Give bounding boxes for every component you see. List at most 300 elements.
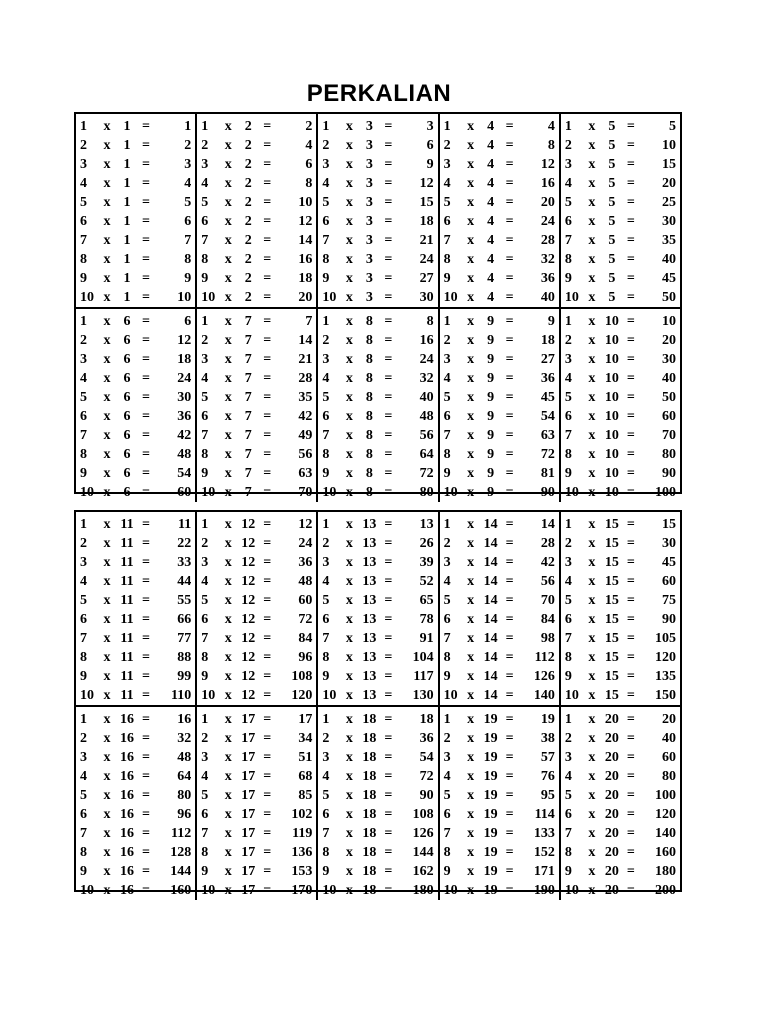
- product-cell: 108: [412, 806, 434, 822]
- equals-cell: =: [142, 844, 150, 860]
- multiplier-cell: 7: [322, 825, 330, 841]
- table-row: [444, 824, 557, 843]
- times-table-7: [195, 309, 316, 502]
- multiplicand-cell: 13: [362, 535, 377, 551]
- multiplicand-cell: 10: [604, 446, 619, 462]
- product-cell: 30: [662, 351, 677, 367]
- operator-cell: x: [588, 573, 596, 589]
- multiplicand-cell: 19: [483, 882, 498, 898]
- multiplier-cell: 3: [322, 554, 330, 570]
- multiplier-cell: 9: [564, 465, 572, 481]
- equals-cell: =: [142, 118, 150, 134]
- product-cell: 4: [305, 137, 313, 153]
- multiplier-cell: 3: [443, 351, 451, 367]
- table-row: [444, 350, 557, 369]
- multiplier-cell: 4: [80, 175, 87, 191]
- multiplier-cell: 10: [201, 882, 216, 898]
- operator-cell: x: [224, 516, 232, 532]
- table-band: [76, 114, 680, 307]
- product-cell: 8: [305, 175, 313, 191]
- product-cell: 36: [298, 554, 313, 570]
- operator-cell: x: [345, 175, 353, 191]
- product-cell: 105: [655, 630, 677, 646]
- table-row: [444, 767, 557, 786]
- multiplicand-cell: 1: [123, 289, 131, 305]
- multiplicand-cell: 5: [608, 137, 616, 153]
- multiplier-cell: 9: [564, 668, 572, 684]
- equals-cell: =: [263, 882, 272, 898]
- operator-cell: x: [588, 156, 596, 172]
- equals-cell: =: [505, 863, 514, 879]
- table-row: [201, 136, 314, 155]
- multiplier-cell: 1: [564, 313, 572, 329]
- equals-cell: =: [384, 768, 393, 784]
- equals-cell: =: [626, 768, 635, 784]
- product-cell: 21: [298, 351, 313, 367]
- table-row: [201, 805, 314, 824]
- product-cell: 56: [298, 446, 313, 462]
- operator-cell: x: [345, 251, 353, 267]
- operator-cell: x: [345, 516, 353, 532]
- table-row: [201, 250, 314, 269]
- multiplicand-cell: 14: [483, 630, 498, 646]
- product-cell: 9: [184, 270, 192, 286]
- multiplier-cell: 8: [443, 844, 451, 860]
- equals-cell: =: [263, 484, 272, 500]
- product-cell: 18: [540, 332, 555, 348]
- product-cell: 88: [177, 649, 192, 665]
- multiplier-cell: 10: [322, 882, 337, 898]
- multiplier-cell: 5: [564, 194, 572, 210]
- table-row: [322, 686, 435, 705]
- table-row: [201, 464, 314, 483]
- multiplier-cell: 3: [80, 351, 87, 367]
- product-cell: 50: [662, 289, 677, 305]
- operator-cell: x: [467, 844, 475, 860]
- multiplicand-cell: 9: [487, 370, 495, 386]
- operator-cell: x: [345, 554, 353, 570]
- product-cell: 180: [655, 863, 677, 879]
- operator-cell: x: [467, 825, 475, 841]
- operator-cell: x: [345, 749, 353, 765]
- equals-cell: =: [384, 806, 393, 822]
- product-cell: 80: [662, 768, 677, 784]
- multiplicand-cell: 12: [241, 573, 256, 589]
- table-row: [444, 331, 557, 350]
- equals-cell: =: [263, 332, 272, 348]
- equals-cell: =: [263, 749, 272, 765]
- equals-cell: =: [384, 825, 393, 841]
- multiplier-cell: 3: [80, 156, 87, 172]
- table-row: [322, 553, 435, 572]
- equals-cell: =: [263, 535, 272, 551]
- multiplicand-cell: 19: [483, 806, 498, 822]
- table-row: [80, 748, 193, 767]
- equals-cell: =: [626, 427, 635, 443]
- operator-cell: x: [588, 118, 596, 134]
- multiplier-cell: 3: [564, 156, 572, 172]
- equals-cell: =: [263, 251, 272, 267]
- table-row: [444, 686, 557, 705]
- equals-cell: =: [384, 389, 393, 405]
- table-row: [444, 667, 557, 686]
- table-row: [80, 212, 193, 231]
- product-cell: 35: [298, 389, 313, 405]
- equals-cell: =: [142, 630, 150, 646]
- product-cell: 5: [669, 118, 677, 134]
- multiplicand-cell: 13: [362, 611, 377, 627]
- multiplicand-cell: 19: [483, 730, 498, 746]
- operator-cell: x: [588, 825, 596, 841]
- multiplier-cell: 8: [201, 446, 209, 462]
- table-row: [444, 729, 557, 748]
- operator-cell: x: [467, 446, 475, 462]
- multiplicand-cell: 1: [123, 156, 131, 172]
- multiplier-cell: 3: [443, 156, 451, 172]
- equals-cell: =: [505, 730, 514, 746]
- multiplicand-cell: 1: [123, 118, 131, 134]
- equals-cell: =: [142, 251, 150, 267]
- operator-cell: x: [588, 687, 596, 703]
- operator-cell: x: [103, 270, 111, 286]
- multiplier-cell: 1: [322, 516, 330, 532]
- table-row: [444, 648, 557, 667]
- product-cell: 12: [298, 213, 313, 229]
- table-row: [322, 729, 435, 748]
- operator-cell: x: [103, 825, 111, 841]
- equals-cell: =: [626, 630, 635, 646]
- product-cell: 80: [419, 484, 434, 500]
- multiplicand-cell: 3: [365, 289, 373, 305]
- equals-cell: =: [384, 592, 393, 608]
- table-row: [80, 515, 193, 534]
- table-row: [322, 212, 435, 231]
- product-cell: 3: [184, 156, 192, 172]
- equals-cell: =: [384, 465, 393, 481]
- multiplicand-cell: 12: [241, 554, 256, 570]
- equals-cell: =: [142, 516, 150, 532]
- multiplicand-cell: 13: [362, 573, 377, 589]
- table-row: [80, 155, 193, 174]
- product-cell: 48: [298, 573, 313, 589]
- multiplicand-cell: 18: [362, 863, 377, 879]
- multiplier-cell: 5: [322, 592, 330, 608]
- product-cell: 84: [540, 611, 555, 627]
- multiplier-cell: 2: [201, 332, 209, 348]
- equals-cell: =: [384, 289, 393, 305]
- multiplicand-cell: 17: [241, 825, 256, 841]
- operator-cell: x: [103, 711, 111, 727]
- product-cell: 70: [540, 592, 555, 608]
- equals-cell: =: [384, 882, 393, 898]
- equals-cell: =: [626, 118, 635, 134]
- multiplicand-cell: 4: [487, 194, 495, 210]
- multiplicand-cell: 7: [244, 484, 252, 500]
- multiplicand-cell: 1: [123, 251, 131, 267]
- multiplier-cell: 10: [80, 484, 94, 500]
- table-row: [80, 881, 193, 900]
- equals-cell: =: [384, 516, 393, 532]
- equals-cell: =: [505, 289, 514, 305]
- operator-cell: x: [103, 213, 111, 229]
- equals-cell: =: [142, 730, 150, 746]
- times-table-19: [438, 707, 559, 900]
- multiplicand-cell: 13: [362, 649, 377, 665]
- multiplier-cell: 8: [201, 844, 209, 860]
- table-row: [444, 591, 557, 610]
- multiplicand-cell: 16: [120, 730, 134, 746]
- equals-cell: =: [384, 232, 393, 248]
- multiplicand-cell: 7: [244, 332, 252, 348]
- equals-cell: =: [142, 825, 150, 841]
- operator-cell: x: [467, 137, 475, 153]
- multiplicand-cell: 8: [365, 465, 373, 481]
- product-cell: 99: [177, 668, 192, 684]
- multiplicand-cell: 2: [244, 194, 252, 210]
- multiplier-cell: 6: [322, 213, 330, 229]
- multiplicand-cell: 13: [362, 630, 377, 646]
- operator-cell: x: [103, 787, 111, 803]
- multiplier-cell: 3: [443, 749, 451, 765]
- multiplicand-cell: 16: [120, 787, 134, 803]
- equals-cell: =: [384, 711, 393, 727]
- product-cell: 28: [540, 535, 555, 551]
- operator-cell: x: [345, 844, 353, 860]
- table-row: [565, 369, 678, 388]
- operator-cell: x: [224, 194, 232, 210]
- multiplier-cell: 10: [564, 484, 579, 500]
- table-row: [201, 369, 314, 388]
- multiplicand-cell: 9: [487, 446, 495, 462]
- multiplier-cell: 9: [322, 863, 330, 879]
- multiplicand-cell: 6: [123, 351, 131, 367]
- product-cell: 68: [298, 768, 313, 784]
- multiplier-cell: 9: [322, 270, 330, 286]
- operator-cell: x: [103, 730, 111, 746]
- operator-cell: x: [588, 389, 596, 405]
- multiplier-cell: 5: [322, 389, 330, 405]
- times-table-1: [76, 114, 195, 307]
- multiplier-cell: 6: [564, 408, 572, 424]
- product-cell: 11: [177, 516, 192, 532]
- table-row: [80, 648, 193, 667]
- multiplier-cell: 1: [322, 313, 330, 329]
- operator-cell: x: [588, 332, 596, 348]
- operator-cell: x: [467, 118, 475, 134]
- operator-cell: x: [467, 711, 475, 727]
- equals-cell: =: [384, 194, 393, 210]
- multiplier-cell: 5: [80, 194, 87, 210]
- equals-cell: =: [142, 332, 150, 348]
- product-cell: 85: [298, 787, 313, 803]
- multiplier-cell: 6: [443, 611, 451, 627]
- table-row: [80, 350, 193, 369]
- table-row: [444, 572, 557, 591]
- equals-cell: =: [142, 554, 150, 570]
- operator-cell: x: [467, 554, 475, 570]
- equals-cell: =: [505, 332, 514, 348]
- product-cell: 190: [533, 882, 555, 898]
- multiplicand-cell: 3: [365, 270, 373, 286]
- multiplier-cell: 7: [322, 630, 330, 646]
- multiplier-cell: 1: [80, 118, 87, 134]
- multiplicand-cell: 2: [244, 137, 252, 153]
- table-row: [444, 710, 557, 729]
- multiplicand-cell: 12: [241, 668, 256, 684]
- multiplicand-cell: 14: [483, 687, 498, 703]
- multiplicand-cell: 9: [487, 465, 495, 481]
- multiplicand-cell: 9: [487, 427, 495, 443]
- multiplicand-cell: 9: [487, 332, 495, 348]
- multiplier-cell: 2: [443, 137, 451, 153]
- operator-cell: x: [588, 194, 596, 210]
- product-cell: 12: [419, 175, 434, 191]
- equals-cell: =: [505, 611, 514, 627]
- table-row: [322, 862, 435, 881]
- multiplicand-cell: 1: [123, 137, 131, 153]
- table-row: [80, 269, 193, 288]
- product-cell: 26: [419, 535, 434, 551]
- operator-cell: x: [588, 749, 596, 765]
- equals-cell: =: [626, 711, 635, 727]
- product-cell: 36: [540, 270, 555, 286]
- table-row: [565, 312, 678, 331]
- equals-cell: =: [263, 389, 272, 405]
- operator-cell: x: [588, 730, 596, 746]
- product-cell: 160: [655, 844, 677, 860]
- operator-cell: x: [345, 313, 353, 329]
- multiplicand-cell: 15: [604, 592, 619, 608]
- table-row: [322, 710, 435, 729]
- multiplier-cell: 4: [201, 573, 209, 589]
- product-cell: 60: [298, 592, 313, 608]
- times-table-3: [316, 114, 437, 307]
- table-row: [80, 388, 193, 407]
- equals-cell: =: [384, 668, 393, 684]
- table-row: [444, 534, 557, 553]
- multiplicand-cell: 11: [120, 687, 134, 703]
- multiplicand-cell: 8: [365, 370, 373, 386]
- equals-cell: =: [384, 787, 393, 803]
- multiplicand-cell: 2: [244, 213, 252, 229]
- table-row: [80, 667, 193, 686]
- multiplier-cell: 6: [201, 408, 209, 424]
- table-row: [444, 426, 557, 445]
- equals-cell: =: [505, 787, 514, 803]
- multiplier-cell: 2: [201, 535, 209, 551]
- equals-cell: =: [263, 194, 272, 210]
- operator-cell: x: [103, 573, 111, 589]
- table-row: [80, 483, 193, 502]
- multiplicand-cell: 6: [123, 313, 131, 329]
- multiplicand-cell: 6: [123, 427, 131, 443]
- equals-cell: =: [505, 175, 514, 191]
- multiplier-cell: 9: [80, 668, 87, 684]
- table-row: [201, 426, 314, 445]
- operator-cell: x: [588, 516, 596, 532]
- equals-cell: =: [505, 535, 514, 551]
- multiplicand-cell: 10: [604, 427, 619, 443]
- multiplicand-cell: 20: [604, 787, 619, 803]
- multiplicand-cell: 14: [483, 592, 498, 608]
- product-cell: 96: [177, 806, 192, 822]
- operator-cell: x: [345, 825, 353, 841]
- multiplier-cell: 5: [201, 194, 209, 210]
- operator-cell: x: [588, 768, 596, 784]
- table-row: [444, 805, 557, 824]
- equals-cell: =: [263, 351, 272, 367]
- operator-cell: x: [224, 825, 232, 841]
- operator-cell: x: [224, 668, 232, 684]
- equals-cell: =: [142, 351, 150, 367]
- multiplicand-cell: 14: [483, 668, 498, 684]
- equals-cell: =: [626, 289, 635, 305]
- table-row: [80, 250, 193, 269]
- multiplier-cell: 7: [322, 427, 330, 443]
- table-row: [80, 805, 193, 824]
- equals-cell: =: [142, 611, 150, 627]
- equals-cell: =: [263, 825, 272, 841]
- table-row: [565, 648, 678, 667]
- multiplicand-cell: 10: [604, 408, 619, 424]
- operator-cell: x: [103, 554, 111, 570]
- product-cell: 130: [412, 687, 434, 703]
- table-row: [565, 174, 678, 193]
- multiplicand-cell: 8: [365, 408, 373, 424]
- operator-cell: x: [103, 370, 111, 386]
- multiplier-cell: 6: [201, 611, 209, 627]
- multiplier-cell: 3: [201, 156, 209, 172]
- multiplier-cell: 7: [80, 825, 87, 841]
- product-cell: 35: [662, 232, 677, 248]
- operator-cell: x: [467, 882, 475, 898]
- multiplier-cell: 10: [443, 289, 458, 305]
- multiplier-cell: 7: [564, 825, 572, 841]
- multiplier-cell: 4: [80, 768, 87, 784]
- product-cell: 30: [662, 535, 677, 551]
- multiplicand-cell: 11: [120, 649, 134, 665]
- multiplier-cell: 4: [80, 573, 87, 589]
- product-cell: 22: [177, 535, 192, 551]
- product-cell: 12: [298, 516, 313, 532]
- multiplier-cell: 7: [80, 232, 87, 248]
- product-cell: 20: [540, 194, 555, 210]
- equals-cell: =: [505, 825, 514, 841]
- product-cell: 27: [540, 351, 555, 367]
- operator-cell: x: [103, 351, 111, 367]
- multiplier-cell: 5: [443, 787, 451, 803]
- product-cell: 60: [662, 408, 677, 424]
- multiplier-cell: 10: [564, 289, 579, 305]
- product-cell: 24: [419, 251, 434, 267]
- table-row: [322, 331, 435, 350]
- operator-cell: x: [345, 389, 353, 405]
- operator-cell: x: [103, 630, 111, 646]
- equals-cell: =: [505, 749, 514, 765]
- equals-cell: =: [626, 611, 635, 627]
- multiplicand-cell: 1: [123, 213, 131, 229]
- equals-cell: =: [263, 156, 272, 172]
- multiplier-cell: 3: [201, 351, 209, 367]
- operator-cell: x: [345, 118, 353, 134]
- operator-cell: x: [103, 687, 111, 703]
- equals-cell: =: [263, 687, 272, 703]
- product-cell: 91: [419, 630, 434, 646]
- multiplicand-cell: 11: [120, 668, 134, 684]
- operator-cell: x: [345, 194, 353, 210]
- table-row: [444, 312, 557, 331]
- multiplier-cell: 7: [201, 232, 209, 248]
